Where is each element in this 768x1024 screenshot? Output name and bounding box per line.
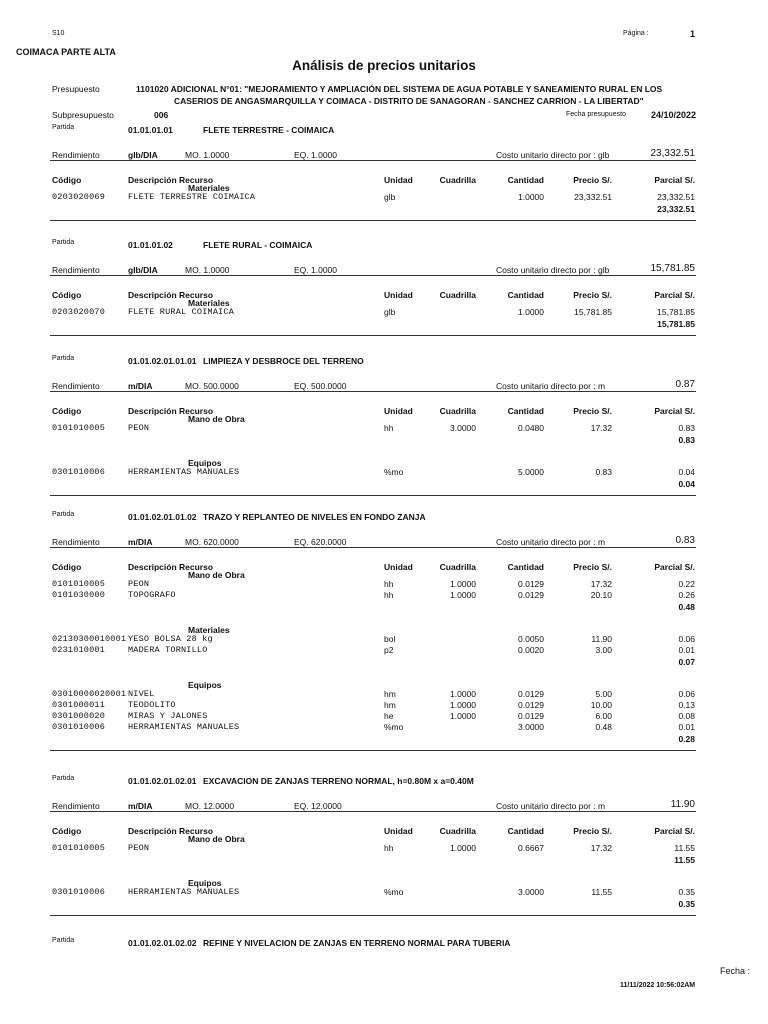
costo-unitario-value: 0.83 [675, 535, 695, 546]
item-cantidad: 0.0129 [518, 711, 544, 721]
partida-name: TRAZO Y REPLANTEO DE NIVELES EN FONDO ZANJA [203, 512, 426, 522]
item-unit: p2 [384, 645, 394, 655]
group-subtotal: 0.83 [678, 435, 695, 445]
col-parcial: Parcial S/. [654, 562, 695, 572]
item-parcial: 0.01 [678, 645, 695, 655]
eq-value: EQ. 1.0000 [294, 265, 338, 275]
col-cantidad: Cantidad [507, 826, 544, 836]
presupuesto-line1: 1101020 ADICIONAL N°01: "MEJORAMIENTO Y AMPLIACIÓN DEL SISTEMA DE AGUA POTABLE Y SANEAMIENTO RURAL EN LOS [136, 84, 663, 94]
col-unidad: Unidad [384, 290, 413, 300]
item-precio: 20.10 [590, 590, 612, 600]
mo-value: MO. 1.0000 [185, 265, 230, 275]
partida-code: 01.01.01.01 [128, 125, 173, 135]
item-cuadrilla: 1.0000 [450, 689, 476, 699]
item-description: HERRAMIENTAS MANUALES [128, 722, 240, 732]
item-code: 0203020070 [52, 307, 106, 317]
item-description: HERRAMIENTAS MANUALES [128, 887, 240, 897]
col-descripcion: Descripción Recurso [128, 562, 214, 572]
item-code: 02130300010001 [52, 634, 127, 644]
col-descripcion: Descripción Recurso [128, 175, 214, 185]
item-parcial: 0.83 [678, 423, 695, 433]
item-description: PEON [128, 843, 150, 853]
item-unit: hm [384, 689, 396, 699]
item-description: NIVEL [128, 689, 155, 699]
col-descripcion: Descripción Recurso [128, 826, 214, 836]
group-subtotal: 0.04 [678, 479, 695, 489]
item-precio: 15,781.85 [574, 307, 612, 317]
group-subtotal: 0.28 [678, 734, 695, 744]
item-cantidad: 0.6667 [518, 843, 544, 853]
col-precio: Precio S/. [573, 826, 612, 836]
item-description: FLETE TERRESTRE COIMAICA [128, 192, 256, 202]
item-cantidad: 0.0129 [518, 700, 544, 710]
group-heading: Materiales [188, 625, 230, 635]
item-description: PEON [128, 579, 150, 589]
subpresupuesto-label: Subpresupuesto [52, 110, 114, 120]
col-cuadrilla: Cuadrilla [439, 406, 476, 416]
item-code: 0101030000 [52, 590, 106, 600]
col-unidad: Unidad [384, 175, 413, 185]
item-unit: hh [384, 843, 394, 853]
item-precio: 17.32 [590, 843, 612, 853]
item-code: 0301000020 [52, 711, 106, 721]
partida-name: EXCAVACION DE ZANJAS TERRENO NORMAL, h=0.80M x a=0.40M [203, 776, 474, 786]
col-cantidad: Cantidad [507, 175, 544, 185]
item-code: 0203020069 [52, 192, 106, 202]
group-heading: Equipos [188, 680, 222, 690]
col-descripcion: Descripción Recurso [128, 290, 214, 300]
item-cantidad: 0.0050 [518, 634, 544, 644]
costo-unitario-label: Costo unitario directo por : glb [496, 150, 610, 160]
item-code: 0101010005 [52, 579, 106, 589]
col-codigo: Código [52, 562, 82, 572]
item-unit: hh [384, 590, 394, 600]
col-cuadrilla: Cuadrilla [439, 290, 476, 300]
divider [50, 160, 696, 161]
item-unit: he [384, 711, 394, 721]
col-parcial: Parcial S/. [654, 826, 695, 836]
item-parcial: 11.55 [674, 843, 695, 853]
partida-code: 01.01.01.02 [128, 240, 173, 250]
item-code: 0101010005 [52, 423, 106, 433]
partida-code: 01.01.02.01.01.02 [128, 512, 197, 522]
item-precio: 11.90 [591, 634, 612, 644]
col-parcial: Parcial S/. [654, 290, 695, 300]
partida-code: 01.01.02.01.02.01 [128, 776, 197, 786]
item-parcial: 0.08 [678, 711, 695, 721]
col-unidad: Unidad [384, 826, 413, 836]
item-parcial: 15,781.85 [657, 307, 695, 317]
item-unit: %mo [384, 722, 404, 732]
rendimiento-label: Rendimiento [52, 150, 100, 160]
eq-value: EQ. 1.0000 [294, 150, 338, 160]
group-heading: Mano de Obra [188, 570, 245, 580]
item-code: 0301010006 [52, 722, 106, 732]
rendimiento-label: Rendimiento [52, 801, 100, 811]
divider [50, 391, 696, 392]
group-heading: Equipos [188, 458, 222, 468]
item-cuadrilla: 1.0000 [450, 579, 476, 589]
group-heading: Materiales [188, 183, 230, 193]
item-precio: 0.83 [595, 467, 612, 477]
item-cantidad: 5.0000 [518, 467, 544, 477]
footer-fecha-label: Fecha : [720, 966, 751, 976]
item-cantidad: 0.0129 [518, 579, 544, 589]
partida-label: Partida [52, 775, 75, 782]
item-description: FLETE RURAL COIMAICA [128, 307, 235, 317]
group-subtotal: 11.55 [674, 855, 695, 865]
col-precio: Precio S/. [573, 562, 612, 572]
group-subtotal: 0.07 [678, 657, 695, 667]
item-parcial: 23,332.51 [657, 192, 695, 202]
divider [50, 811, 696, 812]
divider [50, 335, 696, 336]
footer-datetime: 11/11/2022 10:56:02AM [620, 982, 696, 989]
col-parcial: Parcial S/. [654, 406, 695, 416]
eq-value: EQ. 620.0000 [294, 537, 347, 547]
col-precio: Precio S/. [573, 406, 612, 416]
item-cantidad: 0.0020 [518, 645, 544, 655]
col-cantidad: Cantidad [507, 562, 544, 572]
costo-unitario-label: Costo unitario directo por : glb [496, 265, 610, 275]
group-heading: Mano de Obra [188, 414, 245, 424]
item-cuadrilla: 1.0000 [450, 700, 476, 710]
item-description: TEODOLITO [128, 700, 176, 710]
presupuesto-label: Presupuesto [52, 84, 100, 94]
rendimiento-label: Rendimiento [52, 381, 100, 391]
divider [50, 275, 696, 276]
last-partida-name: REFINE Y NIVELACION DE ZANJAS EN TERRENO NORMAL PARA TUBERIA [203, 938, 511, 948]
group-subtotal: 15,781.85 [657, 319, 695, 329]
item-code: 0301000011 [52, 700, 106, 710]
item-code: 0301010006 [52, 467, 106, 477]
group-subtotal: 0.48 [678, 602, 695, 612]
group-heading: Materiales [188, 298, 230, 308]
item-code: 03010000020001 [52, 689, 127, 699]
item-cuadrilla: 1.0000 [450, 843, 476, 853]
eq-value: EQ. 500.0000 [294, 381, 347, 391]
item-unit: glb [384, 192, 396, 202]
divider [50, 495, 696, 496]
item-cuadrilla: 3.0000 [450, 423, 476, 433]
mo-value: MO. 1.0000 [185, 150, 230, 160]
item-precio: 10.00 [590, 700, 612, 710]
item-cuadrilla: 1.0000 [450, 711, 476, 721]
page-title: Análisis de precios unitarios [292, 58, 476, 73]
rendimiento-label: Rendimiento [52, 537, 100, 547]
col-precio: Precio S/. [573, 175, 612, 185]
item-cantidad: 0.0129 [518, 590, 544, 600]
item-parcial: 0.35 [678, 887, 695, 897]
item-description: HERRAMIENTAS MANUALES [128, 467, 240, 477]
s10-label: S10 [52, 30, 65, 37]
col-cantidad: Cantidad [507, 290, 544, 300]
rendimiento-unit: m/DIA [128, 381, 153, 391]
col-descripcion: Descripción Recurso [128, 406, 214, 416]
col-codigo: Código [52, 406, 82, 416]
col-cuadrilla: Cuadrilla [439, 562, 476, 572]
item-precio: 0.48 [595, 722, 612, 732]
mo-value: MO. 12.0000 [185, 801, 235, 811]
presupuesto-line2: CASERIOS DE ANGASMARQUILLA Y COIMACA - DISTRITO DE SANAGORAN - SANCHEZ CARRION - LA LIBERTAD" [174, 96, 644, 106]
item-parcial: 0.04 [678, 467, 695, 477]
costo-unitario-value: 0.87 [675, 379, 695, 390]
item-cantidad: 3.0000 [518, 722, 544, 732]
costo-unitario-value: 23,332.51 [650, 148, 695, 159]
group-subtotal: 23,332.51 [657, 204, 695, 214]
divider [50, 220, 696, 221]
group-heading: Equipos [188, 878, 222, 888]
col-codigo: Código [52, 175, 82, 185]
col-codigo: Código [52, 290, 82, 300]
item-parcial: 0.06 [678, 634, 695, 644]
item-precio: 11.55 [591, 887, 612, 897]
item-precio: 3.00 [595, 645, 612, 655]
item-description: PEON [128, 423, 150, 433]
item-description: MADERA TORNILLO [128, 645, 208, 655]
eq-value: EQ. 12.0000 [294, 801, 342, 811]
item-description: MIRAS Y JALONES [128, 711, 208, 721]
costo-unitario-label: Costo unitario directo por : m [496, 381, 606, 391]
fecha-presupuesto-value: 24/10/2022 [651, 110, 697, 120]
subpresupuesto-value: 006 [154, 110, 169, 120]
item-code: 0231010001 [52, 645, 106, 655]
item-parcial: 0.13 [678, 700, 695, 710]
item-precio: 6.00 [595, 711, 612, 721]
item-unit: hm [384, 700, 396, 710]
item-cantidad: 0.0129 [518, 689, 544, 699]
item-description: TOPOGRAFO [128, 590, 176, 600]
item-unit: bol [384, 634, 396, 644]
divider [50, 750, 696, 751]
fecha-presupuesto-label: Fecha presupuesto [566, 111, 626, 118]
rendimiento-unit: m/DIA [128, 537, 153, 547]
item-precio: 23,332.51 [574, 192, 612, 202]
partida-code: 01.01.02.01.01.01 [128, 356, 197, 366]
item-cantidad: 1.0000 [518, 192, 544, 202]
item-precio: 17.32 [590, 423, 612, 433]
col-cantidad: Cantidad [507, 406, 544, 416]
partida-name: FLETE RURAL - COIMAICA [203, 240, 313, 250]
item-unit: %mo [384, 887, 404, 897]
last-partida-label: Partida [52, 937, 75, 944]
group-heading: Mano de Obra [188, 834, 245, 844]
page-number: 1 [690, 29, 696, 39]
project-name: COIMACA PARTE ALTA [16, 47, 116, 57]
col-unidad: Unidad [384, 562, 413, 572]
costo-unitario-value: 15,781.85 [650, 263, 695, 274]
item-unit: glb [384, 307, 396, 317]
item-cantidad: 1.0000 [518, 307, 544, 317]
item-cantidad: 0.0480 [518, 423, 544, 433]
rendimiento-unit: glb/DIA [128, 150, 158, 160]
rendimiento-unit: m/DIA [128, 801, 153, 811]
partida-label: Partida [52, 355, 75, 362]
partida-label: Partida [52, 239, 75, 246]
divider [50, 547, 696, 548]
page-label: Página : [623, 30, 649, 37]
item-cantidad: 3.0000 [518, 887, 544, 897]
rendimiento-unit: glb/DIA [128, 265, 158, 275]
col-precio: Precio S/. [573, 290, 612, 300]
costo-unitario-label: Costo unitario directo por : m [496, 801, 606, 811]
item-code: 0301010006 [52, 887, 106, 897]
item-unit: hh [384, 423, 394, 433]
partida-label: Partida [52, 511, 75, 518]
item-cuadrilla: 1.0000 [450, 590, 476, 600]
partida-label: Partida [52, 124, 75, 131]
item-precio: 17.32 [590, 579, 612, 589]
mo-value: MO. 620.0000 [185, 537, 239, 547]
col-codigo: Código [52, 826, 82, 836]
mo-value: MO. 500.0000 [185, 381, 239, 391]
item-unit: hh [384, 579, 394, 589]
rendimiento-label: Rendimiento [52, 265, 100, 275]
item-unit: %mo [384, 467, 404, 477]
item-description: YESO BOLSA 28 kg [128, 634, 213, 644]
costo-unitario-label: Costo unitario directo por : m [496, 537, 606, 547]
item-parcial: 0.01 [678, 722, 695, 732]
divider [50, 915, 696, 916]
costo-unitario-value: 11.90 [670, 799, 695, 810]
col-cuadrilla: Cuadrilla [439, 175, 476, 185]
col-parcial: Parcial S/. [654, 175, 695, 185]
partida-name: LIMPIEZA Y DESBROCE DEL TERRENO [203, 356, 364, 366]
item-precio: 5.00 [595, 689, 612, 699]
item-code: 0101010005 [52, 843, 106, 853]
item-parcial: 0.06 [678, 689, 695, 699]
col-cuadrilla: Cuadrilla [439, 826, 476, 836]
partida-name: FLETE TERRESTRE - COIMAICA [203, 125, 335, 135]
item-parcial: 0.26 [678, 590, 695, 600]
group-subtotal: 0.35 [678, 899, 695, 909]
item-parcial: 0.22 [678, 579, 695, 589]
col-unidad: Unidad [384, 406, 413, 416]
last-partida-code: 01.01.02.01.02.02 [128, 938, 197, 948]
